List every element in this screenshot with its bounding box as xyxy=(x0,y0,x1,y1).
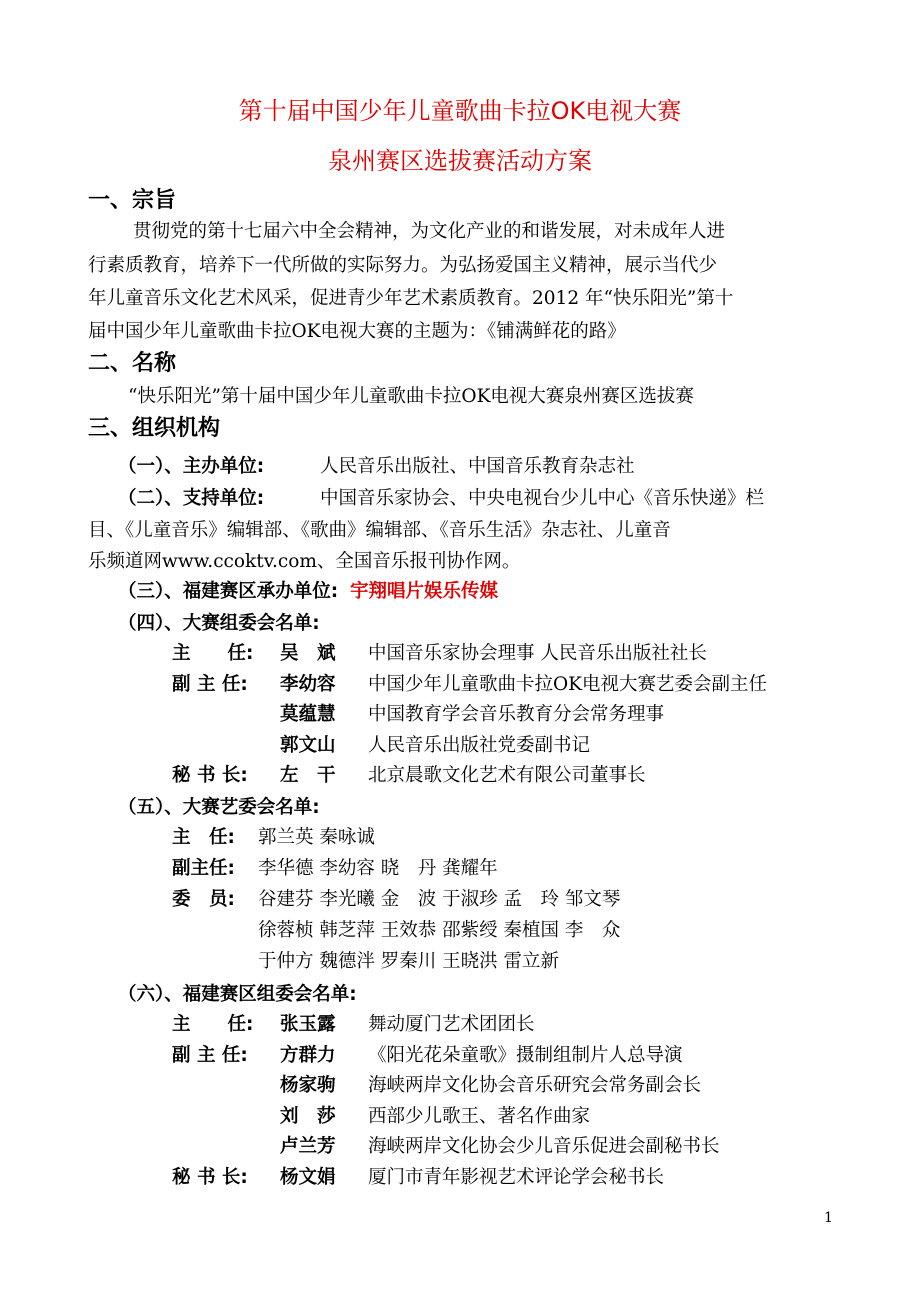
member-name: 杨家驹 xyxy=(280,1075,336,1096)
member-name: 卢兰芳 xyxy=(280,1136,336,1157)
art-committee-label: （五）、大赛艺委会名单: xyxy=(118,797,320,818)
support-line-3: 乐频道网www.ccoktv.com、全国音乐报刊协作网。 xyxy=(88,551,521,572)
page-number: 1 xyxy=(824,1210,833,1226)
host-value: 人民音乐出版社、中国音乐教育杂志社 xyxy=(320,456,635,477)
section-heading-organization: 三、组织机构 xyxy=(88,416,221,441)
section-heading-name: 二、名称 xyxy=(88,351,177,376)
purpose-line-3: 年儿童音乐文化艺术风采，促进青少年艺术素质教育。2012 年“快乐阳光”第十 xyxy=(88,288,734,309)
member-description: 人民音乐出版社党委副书记 xyxy=(368,734,591,756)
fujian-organizer-value: 宇翔唱片娱乐传媒 xyxy=(350,581,499,602)
member-description: 《阳光花朵童歌》摄制组制片人总导演 xyxy=(368,1044,683,1066)
member-names: 徐蓉桢 韩芝萍 王效恭 邵紫绶 秦植国 李 众 xyxy=(258,920,621,941)
fujian-committee-label: （六）、福建赛区组委会名单: xyxy=(118,984,357,1005)
host-label: （一）、主办单位: xyxy=(118,456,265,477)
member-description: 海峡两岸文化协会少儿音乐促进会副秘书长 xyxy=(368,1136,720,1157)
document-subtitle: 泉州赛区选拔赛活动方案 xyxy=(328,147,592,175)
member-name: 杨文娟 xyxy=(280,1166,336,1188)
document-title: 第十届中国少年儿童歌曲卡拉OK电视大赛 xyxy=(238,97,682,125)
support-row xyxy=(118,486,838,512)
support-label: （二）、支持单位: xyxy=(118,488,265,509)
member-description: 中国少年儿童歌曲卡拉OK电视大赛艺委会副主任 xyxy=(368,673,767,695)
fujian-organizer-label: （三）、福建赛区承办单位: xyxy=(118,581,339,602)
member-role: 副 主 任: xyxy=(172,1044,248,1066)
member-name: 郭文山 xyxy=(280,734,336,756)
member-name: 刘 莎 xyxy=(280,1105,336,1127)
member-role: 主 任: xyxy=(172,827,235,848)
member-name: 左 干 xyxy=(280,765,336,786)
support-line-1: 中国音乐家协会、中央电视台少儿中心《音乐快递》栏 xyxy=(320,488,765,509)
section-heading-purpose: 一、宗旨 xyxy=(88,188,177,213)
member-description: 中国教育学会音乐教育分会常务理事 xyxy=(368,704,665,725)
member-description: 中国音乐家协会理事 人民音乐出版社社长 xyxy=(368,643,707,664)
member-role: 主 任: xyxy=(172,643,254,664)
support-line-2: 目、《儿童音乐》编辑部、《歌曲》编辑部、《音乐生活》杂志社、儿童音 xyxy=(88,520,671,541)
member-role: 副 主 任: xyxy=(172,673,248,695)
host-row xyxy=(118,454,818,480)
member-role: 副主任: xyxy=(172,858,235,879)
member-role: 委 员: xyxy=(172,889,235,910)
member-names: 李华德 李幼容 晓 丹 龚耀年 xyxy=(258,858,498,879)
member-role: 主 任: xyxy=(172,1014,254,1035)
purpose-line-2: 行素质教育，培养下一代所做的实际努力。为弘扬爱国主义精神，展示当代少 xyxy=(88,255,718,276)
member-description: 海峡两岸文化协会音乐研究会常务副会长 xyxy=(368,1075,702,1096)
event-name: “快乐阳光”第十届中国少年儿童歌曲卡拉OK电视大赛泉州赛区选拔赛 xyxy=(128,386,694,407)
member-names: 郭兰英 秦咏诚 xyxy=(258,827,375,848)
member-name: 方群力 xyxy=(280,1044,336,1066)
member-names: 谷建芬 李光曦 金 波 于淑珍 孟 玲 邹文琴 xyxy=(258,889,621,910)
committee-label: （四）、大赛组委会名单: xyxy=(118,613,320,634)
member-name: 张玉露 xyxy=(280,1014,336,1035)
fujian-organizer-row xyxy=(118,579,838,605)
member-role: 秘 书 长: xyxy=(172,765,248,786)
member-description: 北京晨歌文化艺术有限公司董事长 xyxy=(368,765,646,786)
member-name: 李幼容 xyxy=(280,673,336,695)
member-description: 厦门市青年影视艺术评论学会秘书长 xyxy=(368,1166,665,1188)
member-name: 莫蕴慧 xyxy=(280,704,336,725)
member-description: 舞动厦门艺术团团长 xyxy=(368,1014,535,1035)
member-name: 吴 斌 xyxy=(280,643,336,664)
member-role: 秘 书 长: xyxy=(172,1166,248,1188)
purpose-line-4: 届中国少年儿童歌曲卡拉OK电视大赛的主题为：《铺满鲜花的路》 xyxy=(88,321,626,342)
purpose-line-1: 贯彻党的第十七届六中全会精神，为文化产业的和谐发展，对未成年人进 xyxy=(133,221,726,242)
member-description: 西部少儿歌王、著名作曲家 xyxy=(368,1105,591,1127)
member-names: 于仲方 魏德泮 罗秦川 王晓洪 雷立新 xyxy=(258,951,560,972)
